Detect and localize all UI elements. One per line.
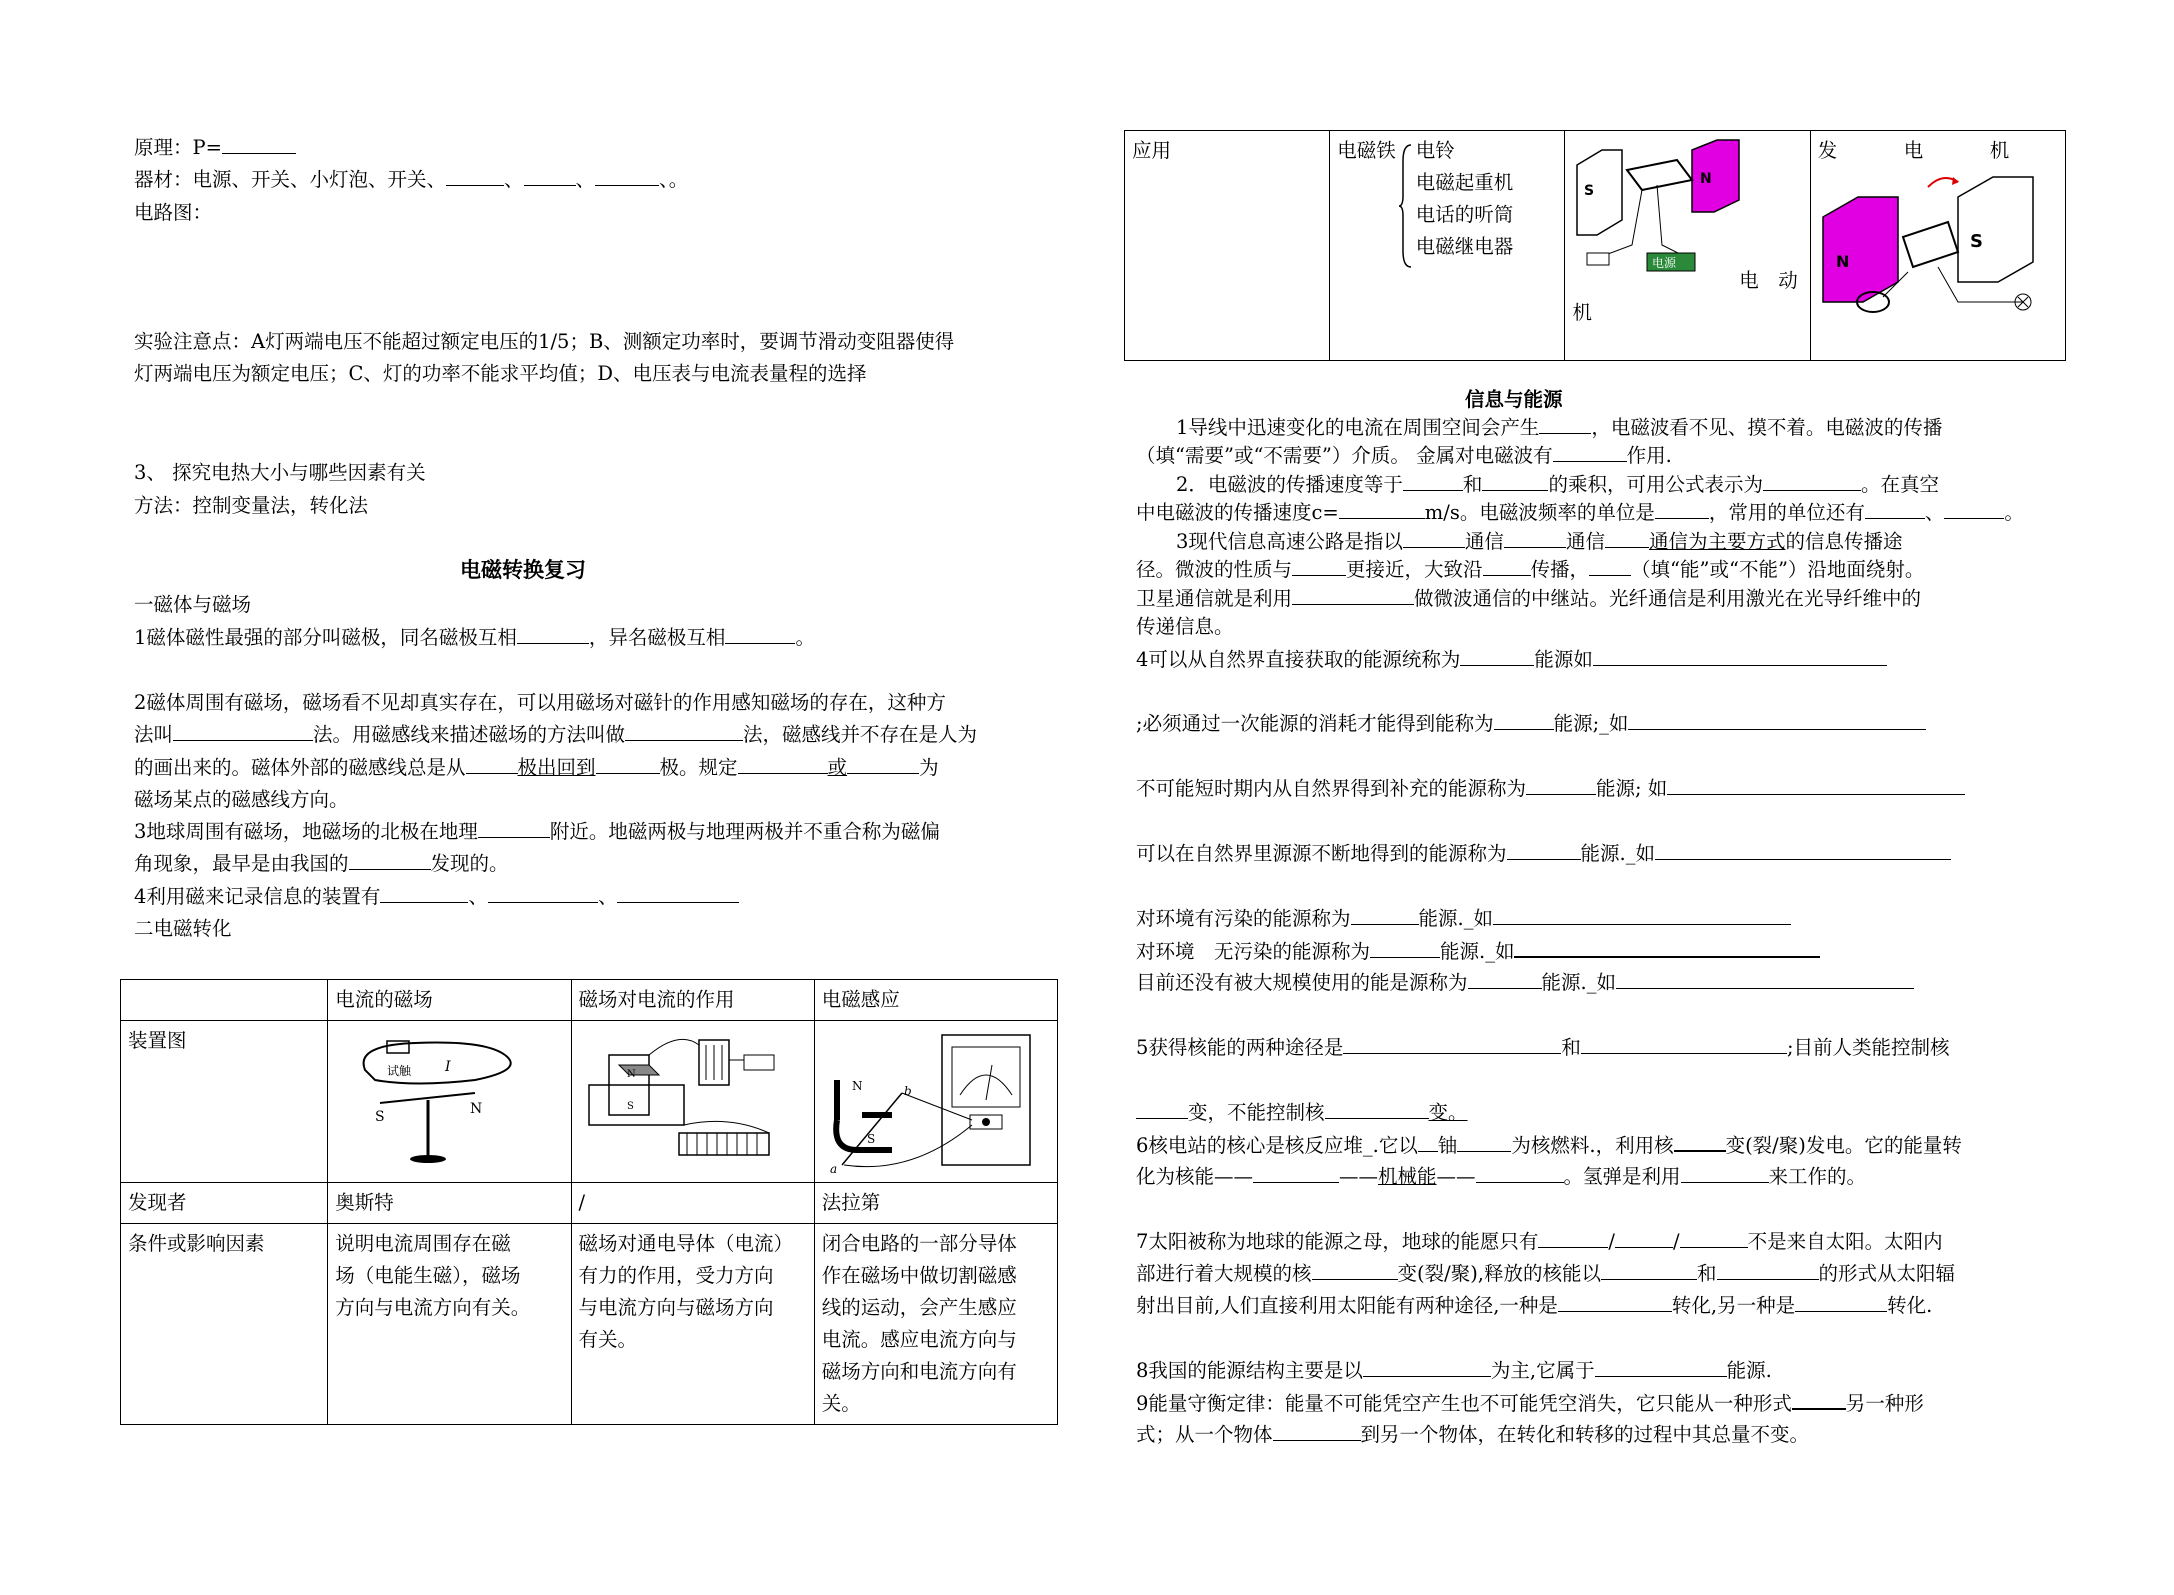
energy-7b: 部进行着大规模的核 变(裂/聚),释放的核能以 和 的形式从太阳辐 — [1136, 1262, 1956, 1285]
info-1b: （填“需要”或“不需要”）介质。 金属对电磁波有 作用. — [1136, 444, 1672, 467]
motor-label-1: 电 动 — [1739, 269, 1798, 292]
conditions-current-field: 说明电流周围存在磁 场（电能生磁），磁场 方向与电流方向有关。 — [328, 1224, 571, 1425]
svg-text:电源: 电源 — [1652, 256, 1677, 270]
application-table — [1124, 130, 2066, 361]
svg-text:S: S — [866, 1132, 875, 1146]
application-label: 应用 — [1125, 131, 1330, 361]
svg-text:S: S — [1584, 183, 1595, 199]
table-header-force: 磁场对电流的作用 — [571, 980, 814, 1021]
info-3c: 卫星通信就是利用 做微波通信的中继站。光纤通信是利用激光在光导纤维中的 — [1136, 587, 1922, 610]
energy-6a: 6核电站的核心是核反应堆_.它以 铀 为核燃料.，利用核 变(裂/聚)发电。它的能量转 — [1136, 1134, 1962, 1157]
section-title-info-energy: 信息与能源 — [1465, 388, 1563, 411]
energy-4f: 对环境 无污染的能源称为 能源._如 — [1136, 938, 1820, 964]
info-1a: 1导线中迅速变化的电流在周围空间会产生 ，电磁波看不见、摸不着。电磁波的传播 — [1176, 416, 1943, 439]
energy-5b: 变，不能控制核 变。 — [1136, 1100, 1468, 1125]
svg-text:I: I — [445, 1059, 451, 1075]
svg-text:N: N — [1835, 252, 1850, 271]
svg-text:S: S — [626, 1101, 634, 1112]
discoverer-none: / — [571, 1183, 814, 1224]
principle-line: 原理：P= — [134, 135, 296, 160]
para-2b: 法叫 法。用磁感线来描述磁场的方法叫做 法，磁感线并不存在是人为 — [134, 723, 978, 746]
energy-4b: ;必须通过一次能源的消耗才能得到能称为 能源;_如 — [1136, 711, 1926, 736]
induction-figure-cell — [814, 1021, 1057, 1183]
row-label-discoverer: 发现者 — [121, 1183, 328, 1224]
para-1: 1磁体磁性最强的部分叫磁极，同名磁极互相 ，异名磁极互相 。 — [134, 626, 815, 649]
notes-line-2: 灯两端电压为额定电压；C、灯的功率不能求平均值；D、电压表与电流表量程的选择 — [134, 362, 867, 385]
app-item-relay: 电磁继电器 — [1415, 235, 1514, 258]
svg-text:试触: 试触 — [387, 1064, 412, 1078]
force-figure-cell — [571, 1021, 814, 1183]
electromagnetic-induction-figure — [822, 1025, 1037, 1175]
item-3: 3、 探究电热大小与哪些因素有关 — [134, 461, 426, 484]
para-3a: 3地球周围有磁场，地磁场的北极在地理 附近。地磁两极与地理两极并不重合称为磁偏 — [134, 820, 940, 843]
para-3b: 角现象，最早是由我国的 发现的。 — [134, 852, 509, 875]
energy-7c: 射出目前,人们直接利用太阳能有两种途径,一种是 转化,另一种是 转化. — [1136, 1294, 1933, 1317]
table-header-induction: 电磁感应 — [814, 980, 1057, 1021]
energy-6b: 化为核能—— ——机械能—— 。氢弹是利用 来工作的。 — [1136, 1165, 1867, 1188]
para-4: 4利用磁来记录信息的装置有 、 、 — [134, 884, 739, 909]
para-2c: 的画出来的。磁体外部的磁感线总是从 极出回到 极。规定 或 为 — [134, 756, 939, 779]
info-2b: 中电磁波的传播速度c= m/s。电磁波频率的单位是 ，常用的单位还有 、 。 — [1136, 501, 2024, 524]
energy-5a: 5获得核能的两种途径是 和 ;目前人类能控制核 — [1136, 1036, 1950, 1059]
app-item-receiver: 电话的听筒 — [1415, 203, 1514, 226]
section-title-electromagnetic: 电磁转换复习 — [460, 558, 586, 582]
subsection-magnet: 一磁体与磁场 — [134, 593, 252, 616]
circuit-label: 电路图： — [134, 201, 213, 224]
energy-4a: 4可以从自然界直接获取的能源统称为 能源如 — [1136, 647, 1887, 672]
conditions-force: 磁场对通电导体（电流） 有力的作用，受力方向 与电流方向与磁场方向 有关。 — [571, 1224, 814, 1425]
brace-icon — [1398, 141, 1414, 271]
info-3b: 径。微波的性质与 更接近，大致沿 传播， （填“能”或“不能”）沿地面绕射。 — [1136, 558, 1925, 581]
energy-4d: 可以在自然界里源源不断地得到的能源称为 能源._如 — [1136, 841, 1951, 866]
notes-line-1: 实验注意点：A灯两端电压不能超过额定电压的1/5；B、测额定功率时，要调节滑动变阻器使得 — [134, 330, 955, 353]
info-3a: 3现代信息高速公路是指以 通信 通信 通信为主要方式的信息传播途 — [1176, 530, 1903, 553]
svg-text:a: a — [829, 1162, 837, 1175]
row-label-device: 装置图 — [121, 1021, 328, 1183]
svg-text:S: S — [1969, 231, 1983, 252]
generator-figure — [1818, 167, 2048, 317]
energy-4c: 不可能短时期内从自然界得到补充的能源称为 能源; 如 — [1136, 776, 1965, 801]
motor-cell — [1565, 131, 1810, 361]
table-header-current-field: 电流的磁场 — [328, 980, 571, 1021]
table-header-blank — [121, 980, 328, 1021]
para-2a: 2磁体周围有磁场，磁场看不见却真实存在，可以用磁场对磁针的作用感知磁场的存在，这种方 — [134, 691, 946, 714]
info-2a: 2．电磁波的传播速度等于 和 的乘积，可用公式表示为 。在真空 — [1176, 473, 1939, 496]
electromagnet-label: 电磁铁 — [1337, 139, 1396, 162]
motor-label-2: 机 — [1572, 301, 1592, 324]
app-item-bell: 电铃 — [1415, 139, 1455, 162]
oersted-experiment-figure — [335, 1025, 545, 1175]
para-2d: 磁场某点的磁感线方向。 — [134, 788, 349, 811]
svg-text:N: N — [1700, 171, 1713, 187]
discoverer-oersted: 奥斯特 — [328, 1183, 571, 1224]
subsection-conversion: 二电磁转化 — [134, 917, 232, 940]
discoverer-faraday: 法拉第 — [814, 1183, 1057, 1224]
app-item-crane: 电磁起重机 — [1415, 171, 1514, 194]
conversion-table — [120, 979, 1058, 1425]
info-3d: 传递信息。 — [1136, 615, 1234, 638]
generator-cell — [1810, 131, 2065, 361]
force-on-current-figure — [579, 1025, 794, 1175]
equipment-line: 器材：电源、开关、小灯泡、开关、 、 、 、。 — [134, 168, 689, 191]
motor-figure — [1572, 135, 1752, 285]
svg-text:b: b — [903, 1084, 912, 1098]
svg-text:N: N — [470, 1101, 483, 1117]
energy-9a: 9能量守衡定律：能量不可能凭空产生也不可能凭空消失，它只能从一种形式 另一种形 — [1136, 1392, 1924, 1415]
method-line: 方法：控制变量法，转化法 — [134, 494, 369, 517]
energy-4e: 对环境有污染的能源称为 能源._如 — [1136, 906, 1791, 931]
oersted-figure-cell — [328, 1021, 571, 1183]
energy-7a: 7太阳被称为地球的能源之母，地球的能愿只有 / / 不是来自太阳。太阳内 — [1136, 1230, 1943, 1253]
energy-9b: 式；从一个物体 到另一个物体，在转化和转移的过程中其总量不变。 — [1136, 1423, 1810, 1446]
svg-text:N: N — [851, 1079, 863, 1093]
energy-8: 8我国的能源结构主要是以 为主,它属于 能源. — [1136, 1359, 1772, 1382]
conditions-induction: 闭合电路的一部分导体 作在磁场中做切割磁感 线的运动，会产生感应 电流。感应电流方向与 磁场方向和电流方向有 关。 — [814, 1224, 1057, 1425]
row-label-conditions: 条件或影响因素 — [121, 1224, 328, 1425]
generator-label: 发 电 机 — [1817, 139, 2012, 162]
svg-text:S: S — [375, 1109, 385, 1125]
svg-text:N: N — [626, 1069, 636, 1080]
electromagnet-cell — [1330, 131, 1565, 361]
energy-4g: 目前还没有被大规模使用的能是源称为 能源._如 — [1136, 970, 1914, 995]
